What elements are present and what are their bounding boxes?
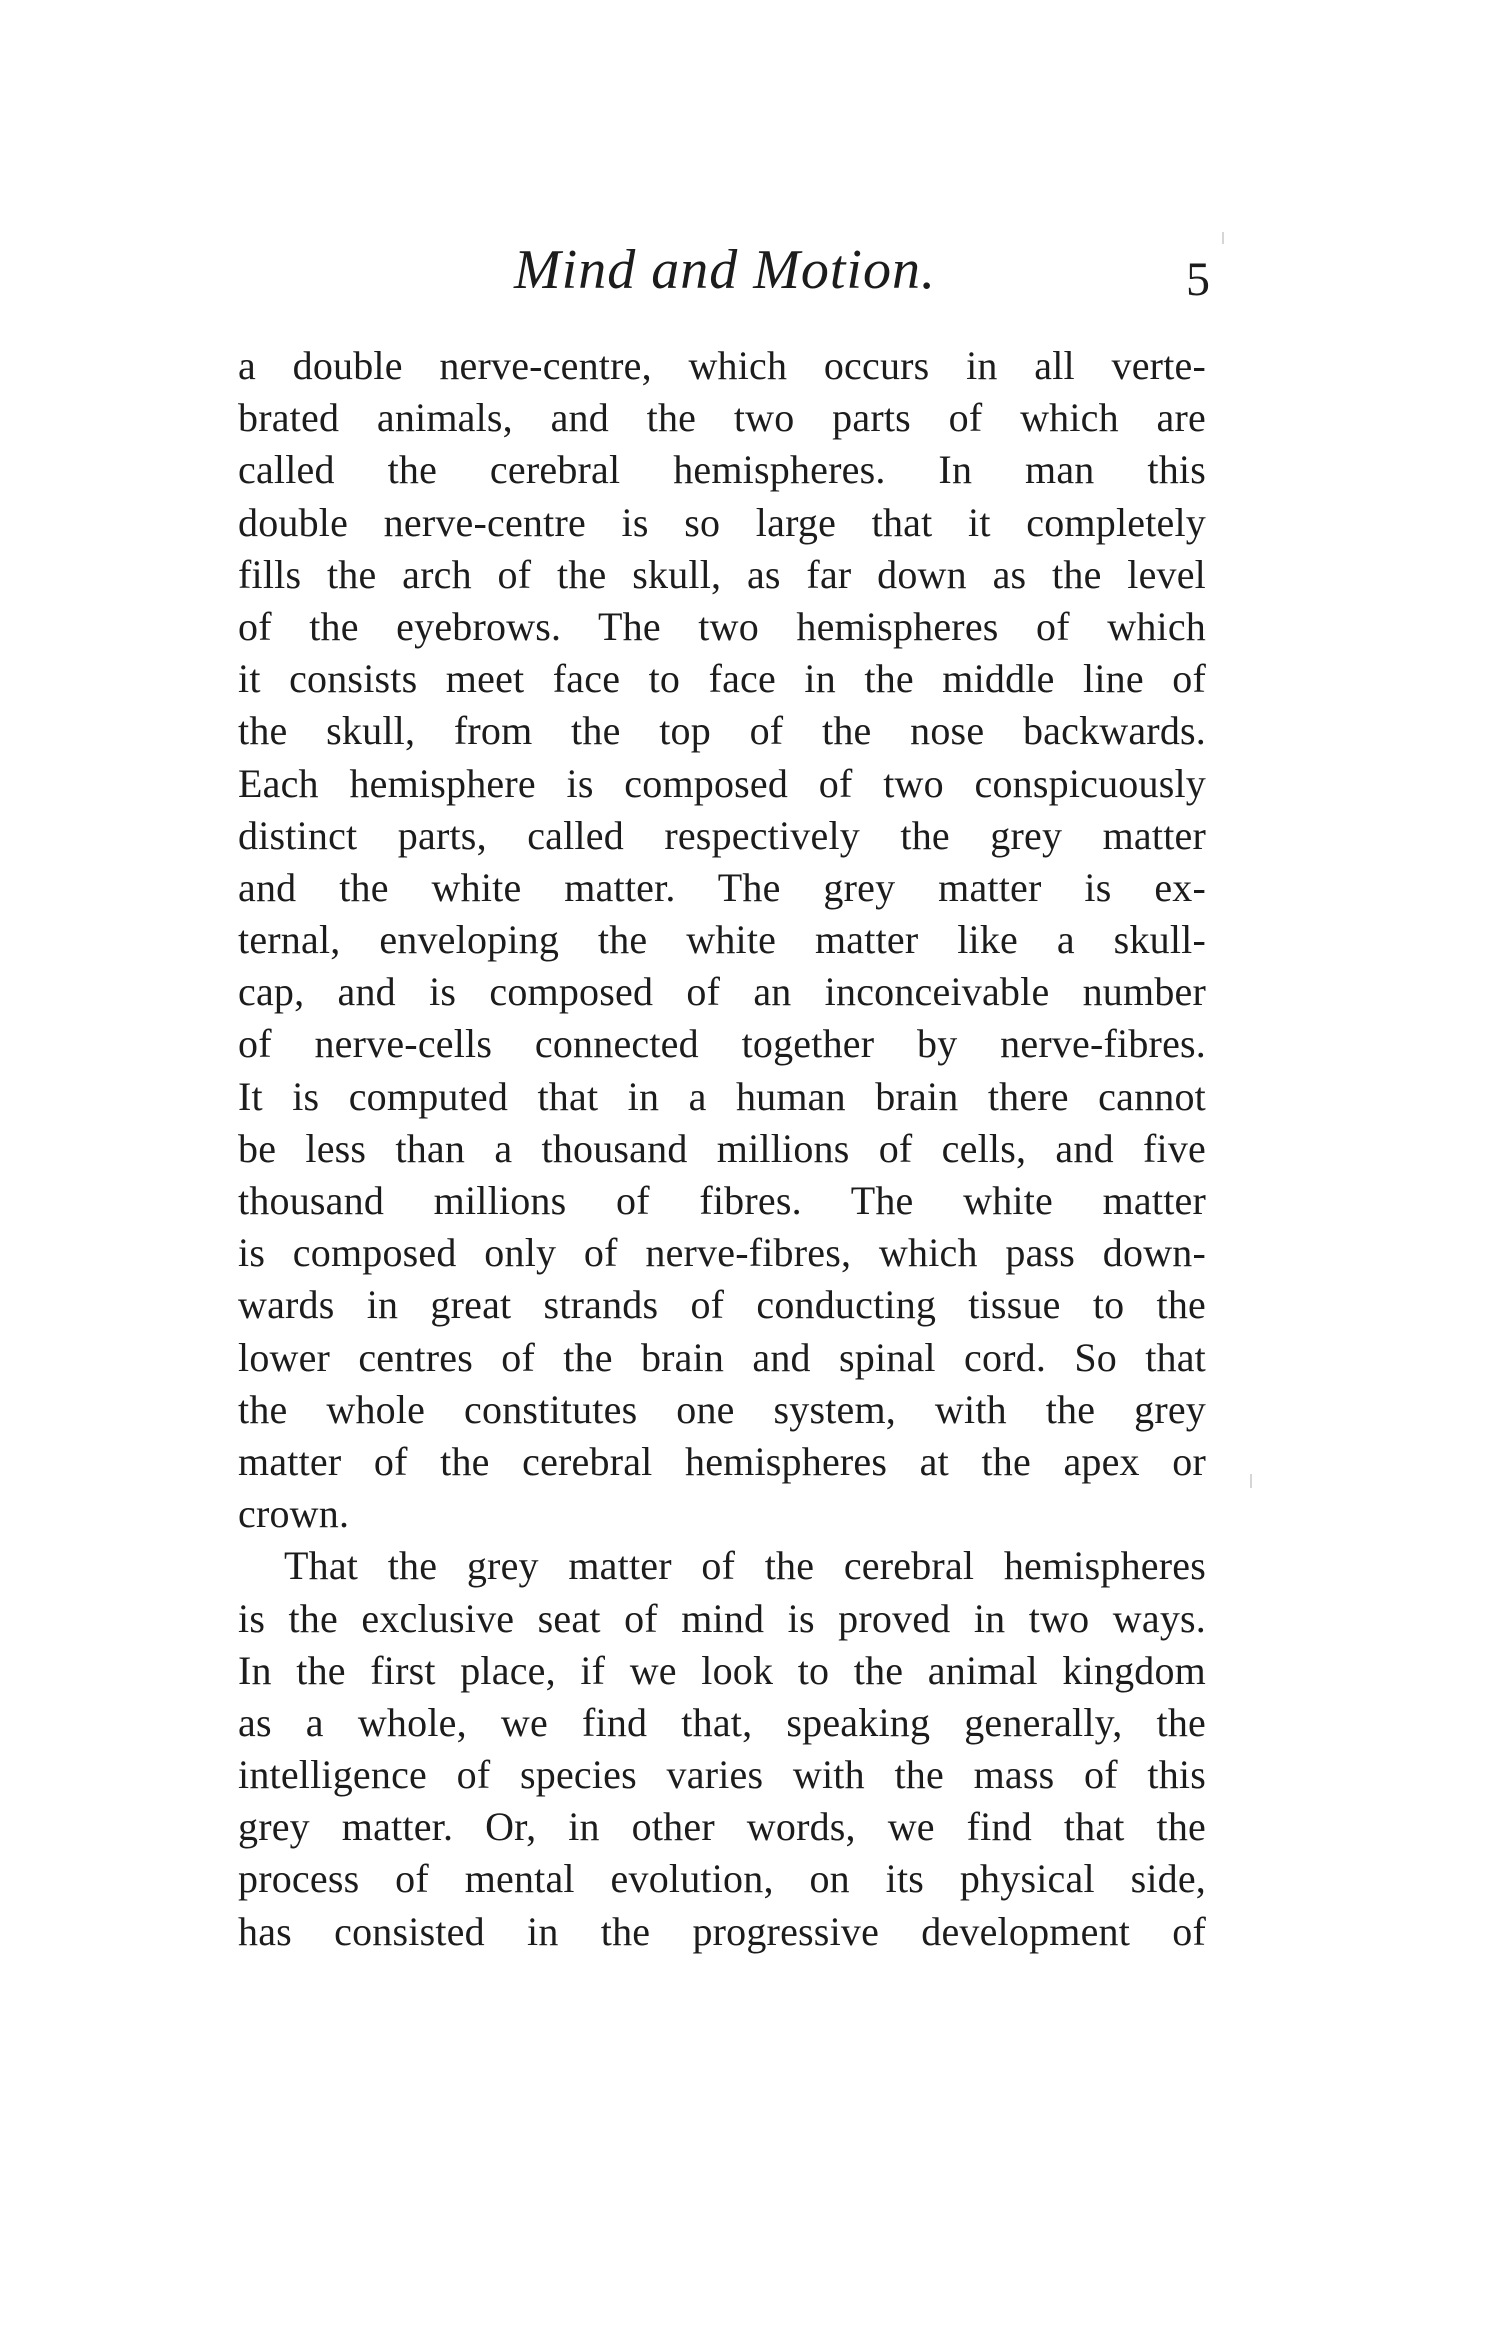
text-line: the whole constitutes one system, with the grey [238,1386,1206,1432]
margin-mark [1222,232,1224,244]
page-header [240,238,1210,318]
text-line: wards in great strands of conducting tissue to the [238,1282,1206,1328]
text-line: is the exclusive seat of mind is proved in two ways. [238,1595,1206,1641]
text-line: That the grey matter of the cerebral hemispheres [284,1543,1206,1589]
margin-mark [1250,1474,1252,1488]
text-line: brated animals, and the two parts of which are [238,395,1206,441]
text-line: crown. [238,1491,350,1537]
running-title: Mind and Motion. [514,239,936,301]
text-line: thousand millions of fibres. The white matter [238,1178,1206,1223]
text-line: In the first place, if we look to the animal kingdom [238,1647,1206,1693]
body-text [238,340,1206,1958]
text-line: lower centres of the brain and spinal cord. So that [238,1334,1206,1380]
text-line: distinct parts, called respectively the grey matter [238,812,1206,858]
text-line: has consisted in the progressive development of [238,1908,1206,1954]
text-line: cap, and is composed of an inconceivable number [238,969,1206,1015]
paragraph-1 [238,340,1206,1540]
text-line: it consists meet face to face in the middle line of [238,656,1206,702]
text-line: fills the arch of the skull, as far down as the level [238,551,1206,597]
text-line: the skull, from the top of the nose backwards. [238,708,1206,754]
text-line: grey matter. Or, in other words, we find that the [238,1804,1206,1850]
text-line: Each hemisphere is composed of two conspicuously [238,760,1206,806]
text-line: double nerve-centre is so large that it completely [238,499,1206,545]
text-line: as a whole, we find that, speaking generally, the [238,1699,1206,1745]
text-line: ternal, enveloping the white matter like a skull- [238,917,1206,963]
page-number: 5 [1186,253,1210,306]
text-line: of nerve-cells connected together by nerve-fibres. [238,1021,1206,1067]
text-line: matter of the cerebral hemispheres at the apex or [238,1438,1206,1484]
text-line: is composed only of nerve-fibres, which pass down- [238,1230,1206,1276]
paragraph-2 [238,1540,1206,1958]
text-line: process of mental evolution, on its physical side, [238,1856,1206,1902]
text-line: of the eyebrows. The two hemispheres of which [238,603,1206,649]
text-line: and the white matter. The grey matter is ex- [238,864,1206,910]
text-line: called the cerebral hemispheres. In man this [238,447,1206,493]
text-line: a double nerve-centre, which occurs in all verte- [238,343,1206,388]
text-line: intelligence of species varies with the mass of this [238,1752,1206,1798]
text-line: be less than a thousand millions of cells, and five [238,1125,1206,1171]
text-line: It is computed that in a human brain there cannot [238,1073,1206,1119]
